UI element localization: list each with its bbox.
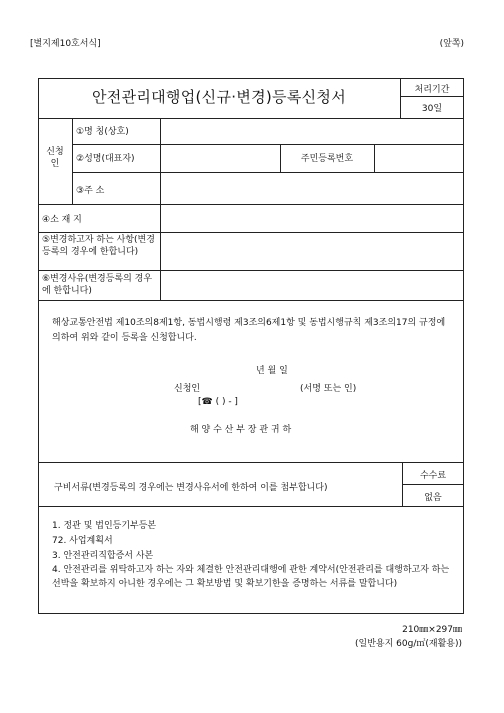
change-reason-label: ⑥변경사유(변경등록의 경우에 한합니다): [42, 274, 153, 296]
page-side-label: (앞쪽): [439, 39, 464, 49]
date-line: 년 월 일: [256, 366, 288, 376]
required-documents-label: 구비서류(변경등록의 경우에는 변경사유서에 한하여 이를 첨부합니다): [54, 483, 328, 493]
processing-period-value: 30일: [421, 104, 443, 114]
doc-item-3: 3. 안전관리직합증서 사본: [52, 551, 154, 561]
resident-number-label: 주민등록번호: [300, 154, 354, 164]
recipient-label: 해 양 수 산 부 장 관 귀 하: [190, 425, 292, 435]
doc-item-1: 1. 정관 및 법인등기부등본: [52, 521, 157, 531]
processing-period-label: 처리기간: [414, 85, 450, 95]
paper-size: 210㎜×297㎜: [402, 625, 462, 635]
change-items-label: ⑤변경하고자 하는 사항(변경등록의 경우에 한합니다): [42, 235, 155, 257]
applicant-label: 신청인: [46, 147, 64, 169]
phone-line: [☎ ( ) - ]: [198, 397, 238, 407]
location-label: ④소 재 지: [42, 215, 82, 225]
application-statement: 해상교통안전법 제10조의8제1항, 동법시행령 제3조의6제1항 및 동법시행규칙 제3조의17의 규정에 의하여 위와 같이 등록을 신청합니다.: [52, 318, 446, 343]
signature-placeholder: (서명 또는 인): [300, 384, 357, 394]
paper-spec: (일반용지 60g/㎡(재활용)): [355, 639, 462, 649]
signer-label: 신청인: [174, 384, 201, 394]
address-label: ③주 소: [76, 186, 105, 196]
fee-label: 수수료: [419, 471, 447, 481]
name-label: ①명 칭(상호): [76, 127, 129, 137]
fee-value: 없음: [424, 493, 442, 503]
form-number-label: [별지제10호서식]: [30, 39, 101, 49]
representative-label: ②성명(대표자): [76, 154, 135, 164]
doc-item-2: 72. 사업계획서: [52, 536, 113, 546]
doc-item-4: 4. 안전관리를 위탁하고자 하는 자와 체결한 안전관리대행에 관한 계약서(안전관리를 대행하고자 하는 선박을 확보하지 아니한 경우에는 그 확보방법 및 확보기한을 증명하는 서류를 말합니다): [52, 565, 450, 589]
form-title: 안전관리대행업(신규·변경)등록신청서: [91, 88, 346, 106]
